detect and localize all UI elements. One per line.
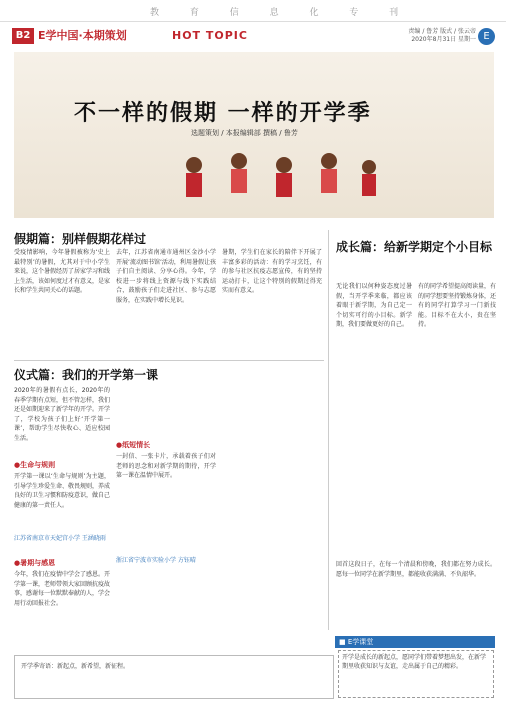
hero-title: 不一样的假期 一样的开学季 [74, 101, 372, 126]
section2-para2: 开学第一课以‘生命与规则’为主题，引导学生珍爱生命、敬畏规则，养成良好的卫生习惯和防疫意识，做自己健康的第一责任人。 [14, 473, 110, 509]
section2-subhead3: ●纸短情长 [116, 441, 151, 449]
hero-banner [14, 52, 494, 218]
date-line: 2020年8月31日 星期一 [411, 36, 476, 43]
hero-byline: 选题策划 / 本报编辑部 撰稿 / 鲁芳 [191, 129, 298, 137]
section2-heading: 仪式篇：我们的开学第一课 [14, 368, 159, 382]
top-band [0, 0, 506, 22]
section-badge: B2 [12, 28, 34, 44]
editor-line: 责编 / 鲁芳 版式 / 张云帝 [408, 28, 476, 35]
section2-para3: 今年，我们在疫情中学会了感恩。开学第一课，老师带领大家回顾抗疫故事，感谢每一位默默奉献的人，学会用行动回报社会。 [14, 571, 110, 607]
children-illustration [164, 147, 384, 217]
section3-heading: 成长篇：给新学期定个小目标 [336, 240, 493, 254]
footer-text: 开学季寄语：新起点，新希望，新征程。 [21, 663, 130, 670]
section1-para3: 暑期，学生们在家长的陪伴下开展了丰富多彩的活动：有的学习烹饪，有的参与社区抗疫志愿宣传，有的坚持运动打卡，让这个特别的假期过得充实而有意义。 [222, 249, 322, 295]
section2-para1: 2020年的暑假有点长，2020年的春季学期有点短，但不管怎样，我们还是如期迎来了新学年的开学。开学了，学校为孩子们上好‘开学第一课’，帮助学生尽快收心、适应校园生活。 [14, 387, 110, 442]
page-header [12, 28, 496, 46]
divider [14, 360, 324, 361]
band-title: 教 育 信 息 化 专 刊 [150, 8, 413, 18]
section3-para2: 有的同学希望提高阅读量，有的同学想要坚持锻炼身体，还有的同学打算学习一门新技能。目标不在大小，贵在坚持。 [418, 283, 496, 329]
section2-subhead1: ●生命与规则 [14, 461, 56, 469]
section3-para3: 回首这段日子，在每一个清晨和傍晚，我们都在努力成长。愿每一位同学在新学期里，都能收获满满、不负韶华。 [336, 561, 496, 578]
sidebar-box: 开学是成长的新起点，愿同学们带着梦想出发，在新学期里收获知识与友谊，走出属于自己的精彩。 [338, 650, 494, 698]
section1-heading: 假期篇：别样假期花样过 [14, 232, 147, 246]
section2-source1: 江苏省南京市天妃宫小学 王涵晓雨 [14, 535, 106, 542]
section2-subhead2: ●暑期与感恩 [14, 559, 56, 567]
page-meta [384, 28, 476, 44]
column-divider [328, 230, 329, 630]
section1-para2: 去年，江苏省南通市通州区金沙小学开展‘流动图书馆’活动，利用暑假让孩子们自主阅读、分享心得。今年，学校进一步将线上资源与线下实践结合，鼓励孩子们走进社区、参与志愿服务，在实践中增长见识。 [116, 249, 216, 304]
section2-source2: 浙江省宁波市实验小学 方钰晴 [116, 557, 196, 564]
section3-para1: 无论我们以何种姿态度过暑假，当开学季来临，都应该着眼于新学期，为自己定一个切实可行的小目标。新学期，我们要做更好的自己。 [336, 283, 412, 329]
logo-icon: E [478, 28, 495, 45]
sidebar-heading: ■ E学课堂 [335, 636, 495, 648]
section-subtitle: HOT TOPIC [172, 29, 248, 42]
section2-para4: 一封信、一张卡片，承载着孩子们对老师的思念和对新学期的期待，开学第一课在温情中展开。 [116, 453, 216, 480]
section-title: E学中国·本期策划 [38, 29, 127, 42]
footer-box [14, 655, 334, 699]
section1-para1: 受疫情影响，今年暑假被称为‘史上最特别’的暑假，尤其对于中小学生来说，这个暑假经历了居家学习和线上生活，该如何度过才有意义，是家长和学生共同关心的话题。 [14, 249, 110, 295]
